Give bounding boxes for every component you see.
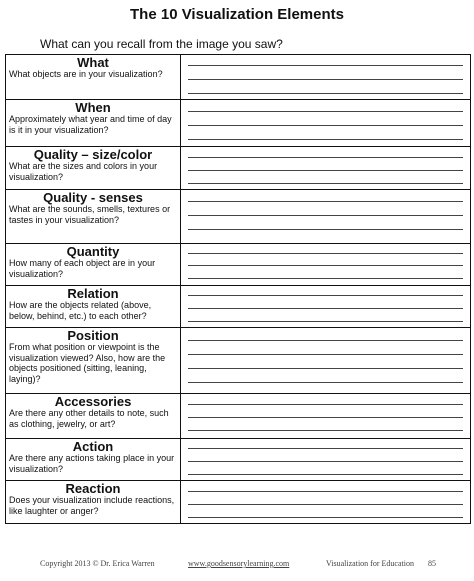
element-row-quality-size-color bbox=[6, 147, 470, 190]
website-link[interactable]: www.goodsensorylearning.com bbox=[188, 559, 290, 568]
answer-lines[interactable] bbox=[181, 394, 470, 438]
element-description: Are there any actions taking place in your visualization? bbox=[9, 453, 175, 474]
answer-line[interactable] bbox=[188, 183, 463, 184]
answer-lines[interactable] bbox=[181, 481, 470, 524]
answer-lines[interactable] bbox=[181, 100, 470, 146]
element-row-accessories bbox=[6, 394, 470, 439]
element-heading: Quality – size/color bbox=[33, 147, 153, 162]
answer-lines[interactable] bbox=[181, 55, 470, 99]
element-description: Are there any other details to note, such as clothing, jewelry, or art? bbox=[9, 408, 169, 429]
element-description: From what position or viewpoint is the visualization viewed? Also, how are the objects positioned (sitting, leaning, laying)? bbox=[9, 342, 166, 384]
elements-table bbox=[5, 54, 471, 524]
element-label-cell bbox=[6, 244, 180, 285]
page-title: The 10 Visualization Elements bbox=[130, 6, 344, 23]
element-description: What are the sounds, smells, textures or tastes in your visualization? bbox=[9, 204, 171, 225]
answer-line[interactable] bbox=[188, 65, 463, 66]
answer-line[interactable] bbox=[188, 354, 463, 355]
page-number: 85 bbox=[428, 559, 436, 568]
answer-line[interactable] bbox=[188, 474, 463, 475]
element-row-quality-senses bbox=[6, 190, 470, 244]
copyright-text: Copyright 2013 © Dr. Erica Warren bbox=[40, 559, 155, 568]
element-row-action bbox=[6, 439, 470, 481]
answer-line[interactable] bbox=[188, 491, 463, 492]
element-heading: When bbox=[75, 100, 111, 115]
answer-lines[interactable] bbox=[181, 439, 470, 480]
answer-line[interactable] bbox=[188, 321, 463, 322]
element-label-cell bbox=[6, 481, 180, 524]
element-description: What objects are in your visualization? bbox=[9, 69, 163, 79]
answer-line[interactable] bbox=[188, 430, 463, 431]
answer-line[interactable] bbox=[188, 170, 463, 171]
element-row-when bbox=[6, 100, 470, 147]
answer-line[interactable] bbox=[188, 139, 463, 140]
element-row-position bbox=[6, 328, 470, 394]
answer-line[interactable] bbox=[188, 340, 463, 341]
element-row-reaction bbox=[6, 481, 470, 524]
answer-line[interactable] bbox=[188, 229, 463, 230]
element-description: Does your visualization include reactions, like laughter or anger? bbox=[9, 495, 175, 516]
element-heading: Action bbox=[72, 439, 114, 454]
answer-line[interactable] bbox=[188, 368, 463, 369]
answer-line[interactable] bbox=[188, 295, 463, 296]
book-title: Visualization for Education bbox=[326, 559, 414, 568]
answer-line[interactable] bbox=[188, 265, 463, 266]
element-label-cell bbox=[6, 286, 180, 327]
element-row-relation bbox=[6, 286, 470, 328]
answer-line[interactable] bbox=[188, 111, 463, 112]
element-heading: Relation bbox=[67, 286, 119, 301]
element-row-what bbox=[6, 55, 470, 100]
answer-line[interactable] bbox=[188, 79, 463, 80]
answer-line[interactable] bbox=[188, 278, 463, 279]
element-label-cell bbox=[6, 55, 180, 99]
element-description: What are the sizes and colors in your visualization? bbox=[9, 161, 158, 182]
answer-line[interactable] bbox=[188, 504, 463, 505]
answer-line[interactable] bbox=[188, 417, 463, 418]
element-heading: Quantity bbox=[66, 244, 120, 259]
element-description: How are the objects related (above, below, behind, etc.) to each other? bbox=[9, 300, 152, 321]
answer-line[interactable] bbox=[188, 404, 463, 405]
answer-lines[interactable] bbox=[181, 244, 470, 285]
element-heading: Position bbox=[67, 328, 119, 343]
answer-lines[interactable] bbox=[181, 286, 470, 327]
element-heading: Reaction bbox=[65, 481, 121, 496]
answer-lines[interactable] bbox=[181, 147, 470, 189]
answer-line[interactable] bbox=[188, 201, 463, 202]
answer-line[interactable] bbox=[188, 93, 463, 94]
answer-line[interactable] bbox=[188, 157, 463, 158]
instruction-prompt: What can you recall from the image you saw? bbox=[40, 37, 283, 51]
element-label-cell bbox=[6, 328, 180, 393]
element-label-cell bbox=[6, 439, 180, 480]
answer-line[interactable] bbox=[188, 253, 463, 254]
answer-line[interactable] bbox=[188, 308, 463, 309]
element-heading: What bbox=[77, 55, 109, 70]
answer-lines[interactable] bbox=[181, 328, 470, 393]
element-heading: Quality - senses bbox=[43, 190, 143, 205]
element-row-quantity bbox=[6, 244, 470, 286]
answer-lines[interactable] bbox=[181, 190, 470, 243]
answer-line[interactable] bbox=[188, 382, 463, 383]
element-heading: Accessories bbox=[54, 394, 132, 409]
answer-line[interactable] bbox=[188, 461, 463, 462]
element-description: Approximately what year and time of day is it in your visualization? bbox=[9, 114, 172, 135]
answer-line[interactable] bbox=[188, 125, 463, 126]
element-label-cell bbox=[6, 190, 180, 243]
element-label-cell bbox=[6, 147, 180, 189]
answer-line[interactable] bbox=[188, 215, 463, 216]
element-label-cell bbox=[6, 394, 180, 438]
element-label-cell bbox=[6, 100, 180, 146]
answer-line[interactable] bbox=[188, 448, 463, 449]
element-description: How many of each object are in your visualization? bbox=[9, 258, 156, 279]
answer-line[interactable] bbox=[188, 517, 463, 518]
